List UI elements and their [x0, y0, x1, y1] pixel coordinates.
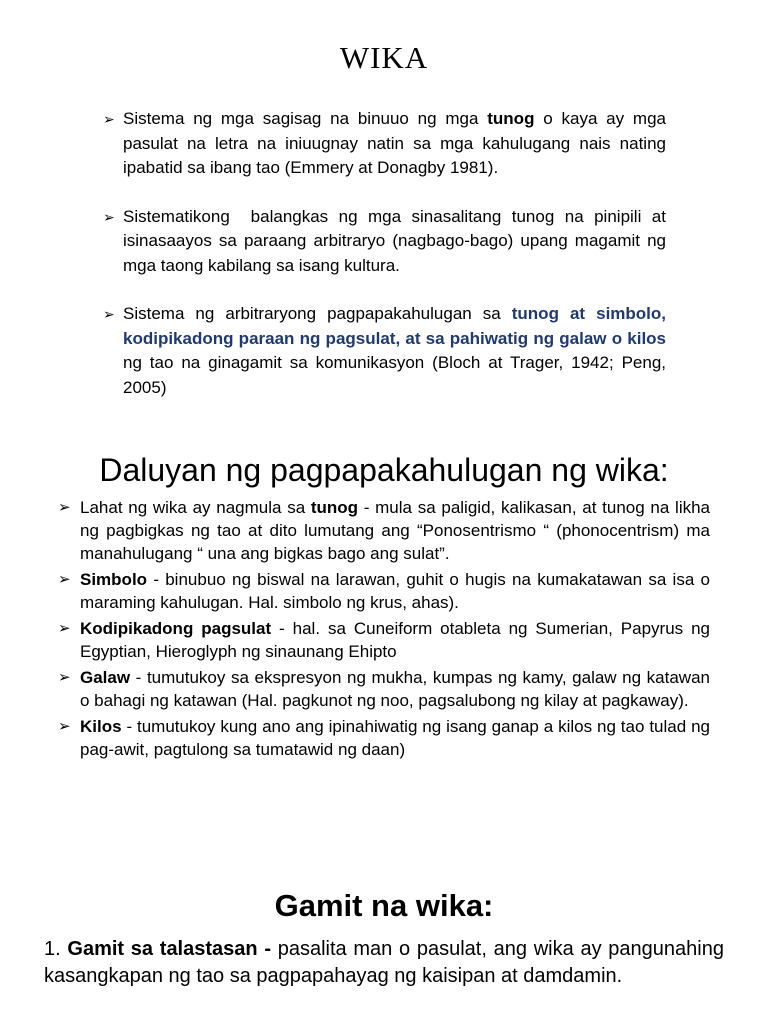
definition-item [103, 205, 671, 279]
daluyan-list [58, 496, 710, 764]
arrow-bullet-icon: ➢ [58, 499, 71, 516]
definition-text: Sistema ng mga sagisag na binuuo ng mga tunog o kaya ay mga pasulat na letra na iniuugnay natin sa mga kahulugang nais nating ipabatid sa ibang tao (Emmery at Donagby 1981). [123, 109, 666, 177]
arrow-bullet-icon: ➢ [58, 620, 71, 637]
definition-text: Sistematikong balangkas ng mga sinasalitang tunog na pinipili at isinasaayos sa paraang arbitraryo (nagbago-bago) upang magamit ng mga taong kabilang sa isang kultura. [123, 206, 671, 275]
daluyan-item-galaw: ➢ Galaw - tumutukoy sa ekspresyon ng mukha, kumpas ng kamy, galaw ng katawan o bahagi ng katawan (Hal. pagkunot ng noo, pagsalubong ng kilay at pagkaway). [58, 668, 710, 710]
daluyan-item-tunog: ➢ Lahat ng wika ay nagmula sa tunog - mula sa paligid, kalikasan, at tunog na likha ng pagbigkas ng tao at dito lumutang ang “Ponosentrismo “ (phonocentrism) ma manahulugang “ una ang bigkas bago ang sulat”. [58, 498, 710, 563]
definition-item [103, 107, 666, 181]
daluyan-item-kodipikadong-pagsulat: ➢ Kodipikadong pagsulat - hal. sa Cuneiform otableta ng Sumerian, Papyrus ng Egyptian, Hieroglyph ng sinaunang Ehipto [58, 619, 710, 661]
arrow-bullet-icon: ➢ [58, 718, 71, 735]
highlighted-phrase: tunog at simbolo, kodipikadong paraan ng pagsulat, at sa pahiwatig ng galaw o kilos [123, 304, 667, 348]
gamit-item-talastasan: 1. Gamit sa talastasan - pasalita man o pasulat, ang wika ay pangunahing kasangkapan ng tao sa pagpapahayag ng kaisipan at damdamin. [44, 938, 724, 987]
daluyan-item-kilos: ➢ Kilos - tumutukoy kung ano ang ipinahiwatig ng isang ganap a kilos ng tao tulad ng pag-awit, pagtulong sa tumatawid ng daan) [58, 717, 710, 759]
arrow-bullet-icon: ➢ [58, 669, 71, 686]
definition-text: Sistema ng arbitraryong pagpapakahulugan sa tunog at simbolo, kodipikadong paraan ng pagsulat, at sa pahiwatig ng galaw o kilos ng tao na ginagamit sa komunikasyon (Bloch at Trager, 1942; Peng, 2005) [123, 304, 667, 397]
definition-item [103, 302, 666, 400]
arrow-bullet-icon: ➢ [103, 208, 115, 225]
arrow-bullet-icon: ➢ [58, 571, 71, 588]
daluyan-item-simbolo: ➢ Simbolo - binubuo ng biswal na larawan, guhit o hugis na kumakatawan sa isa o maraming kahulugan. Hal. simbolo ng krus, ahas). [58, 570, 710, 612]
definition-list [103, 107, 671, 424]
keyword-tunog: tunog [487, 109, 535, 128]
page-title: WIKA [339, 40, 429, 75]
gamit-heading: Gamit na wika: [274, 888, 494, 923]
arrow-bullet-icon: ➢ [103, 111, 115, 127]
arrow-bullet-icon: ➢ [103, 306, 115, 322]
daluyan-heading: Daluyan ng pagpapakahulugan ng wika: [99, 452, 669, 488]
